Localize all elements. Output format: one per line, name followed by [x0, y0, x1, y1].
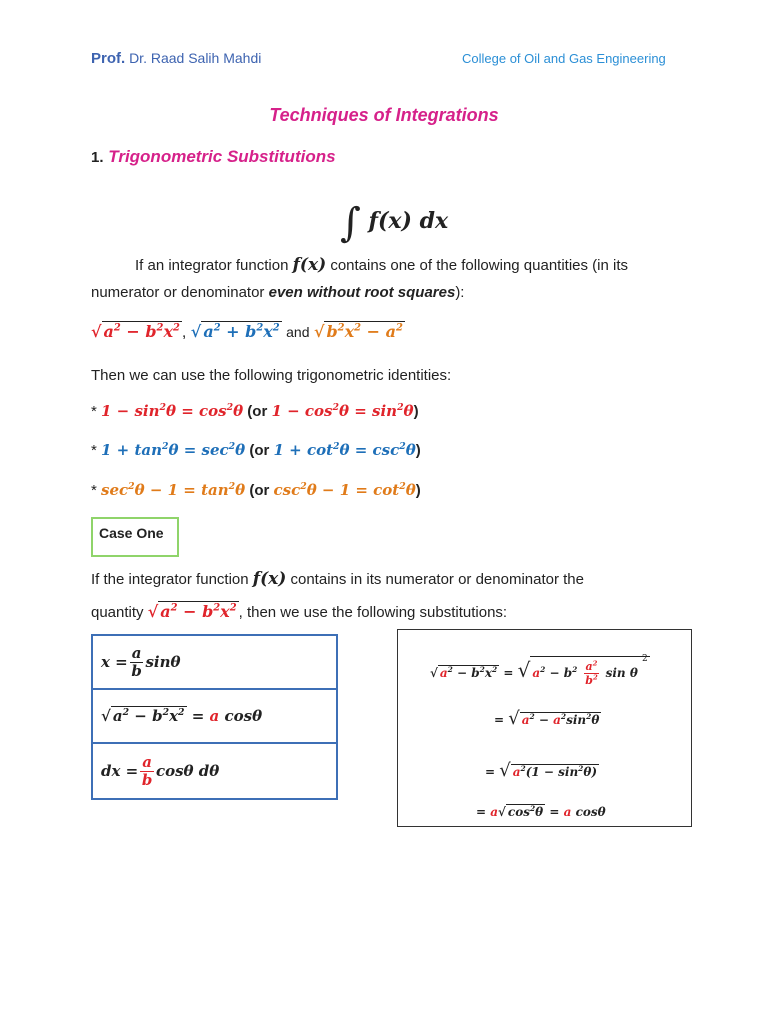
identity-2: * $1 + \tan^2\theta = \sec^2\theta$ (or $1 + \cot^2\theta = \csc^2\theta$) [91, 441, 421, 459]
identity-1: * $1 - \sin^2\theta = \cos^2\theta$ (or $1 - \cos^2\theta = \sin^2\theta$) [91, 402, 419, 420]
author-prefix: Prof. [91, 50, 126, 67]
and-word: and [286, 324, 310, 340]
case-paragraph: If the integrator function f(x) contains in its numerator or denominator the quantity √ $a^2 - b^2x^2$ , then we use the following substitutions: [91, 569, 584, 621]
quantities-line: √ $a^2 - b^2x^2$ , √ $a^2 + b^2x^2$ and √ $b^2x^2 - a^2$ [91, 322, 403, 341]
substitution-row-x: x = $\frac{a}{b}$ sinθ [93, 636, 336, 690]
quantity-1: √ $a^2 - b^2x^2$ [91, 322, 180, 341]
section-label: Trigonometric Substitutions [108, 147, 336, 166]
quantity-3: √ $b^2x^2 - a^2$ [313, 322, 403, 341]
fx-symbol-2: f(x) [252, 569, 287, 589]
header-author [91, 50, 261, 67]
identities-intro: Then we can use the following trigonometric identities: [91, 367, 452, 384]
integral-formula [340, 192, 449, 246]
case-quantity: √ $a^2 - b^2x^2$ [147, 602, 237, 621]
header-institution: College of Oil and Gas Engineering [462, 51, 666, 66]
derivation-line-1: √ $a^2 - b^2x^2$ = √ $a^2 - b^2$ $\frac{a^2}{b^2}$ sin θ $^2$ [430, 654, 648, 687]
integral-expression: f(x) dx [368, 208, 449, 234]
derivation-box [397, 629, 692, 827]
intro-paragraph: If an integrator function f(x) contains one of the following quantities (in its numerator or denominator even without root squares): [91, 255, 629, 301]
author-name: Raad Salih Mahdi [150, 50, 262, 66]
page-title: Techniques of Integrations [269, 105, 499, 125]
section-heading [91, 147, 336, 167]
fx-symbol: f(x) [292, 255, 327, 275]
emphasis-text: even without root squares [268, 284, 456, 301]
substitution-row-dx: dx = $\frac{a}{b}$ cosθ dθ [101, 752, 220, 789]
integral-sign: ∫ [340, 200, 361, 246]
section-number: 1. [91, 149, 104, 166]
identity-3: * $\sec^2\theta - 1 = \tan^2\theta$ (or $\csc^2\theta - 1 = \cot^2\theta$) [91, 481, 421, 499]
derivation-line-3: = √ $a^2(1 - \sin^2\theta)$ [485, 760, 598, 781]
derivation-line-2: = √ $a^2 - a^2\sin^2\theta$ [494, 708, 600, 729]
substitution-row-root: √ $a^2 - b^2x^2 = a$ cosθ [93, 690, 336, 744]
author-title: Dr. [129, 50, 147, 66]
case-one-box: Case One [91, 517, 179, 557]
substitution-table [91, 634, 338, 800]
derivation-line-4: = a√ $\cos^2\theta = a$ cosθ [476, 804, 606, 819]
quantity-2: √ $a^2 + b^2x^2$ [190, 322, 280, 341]
